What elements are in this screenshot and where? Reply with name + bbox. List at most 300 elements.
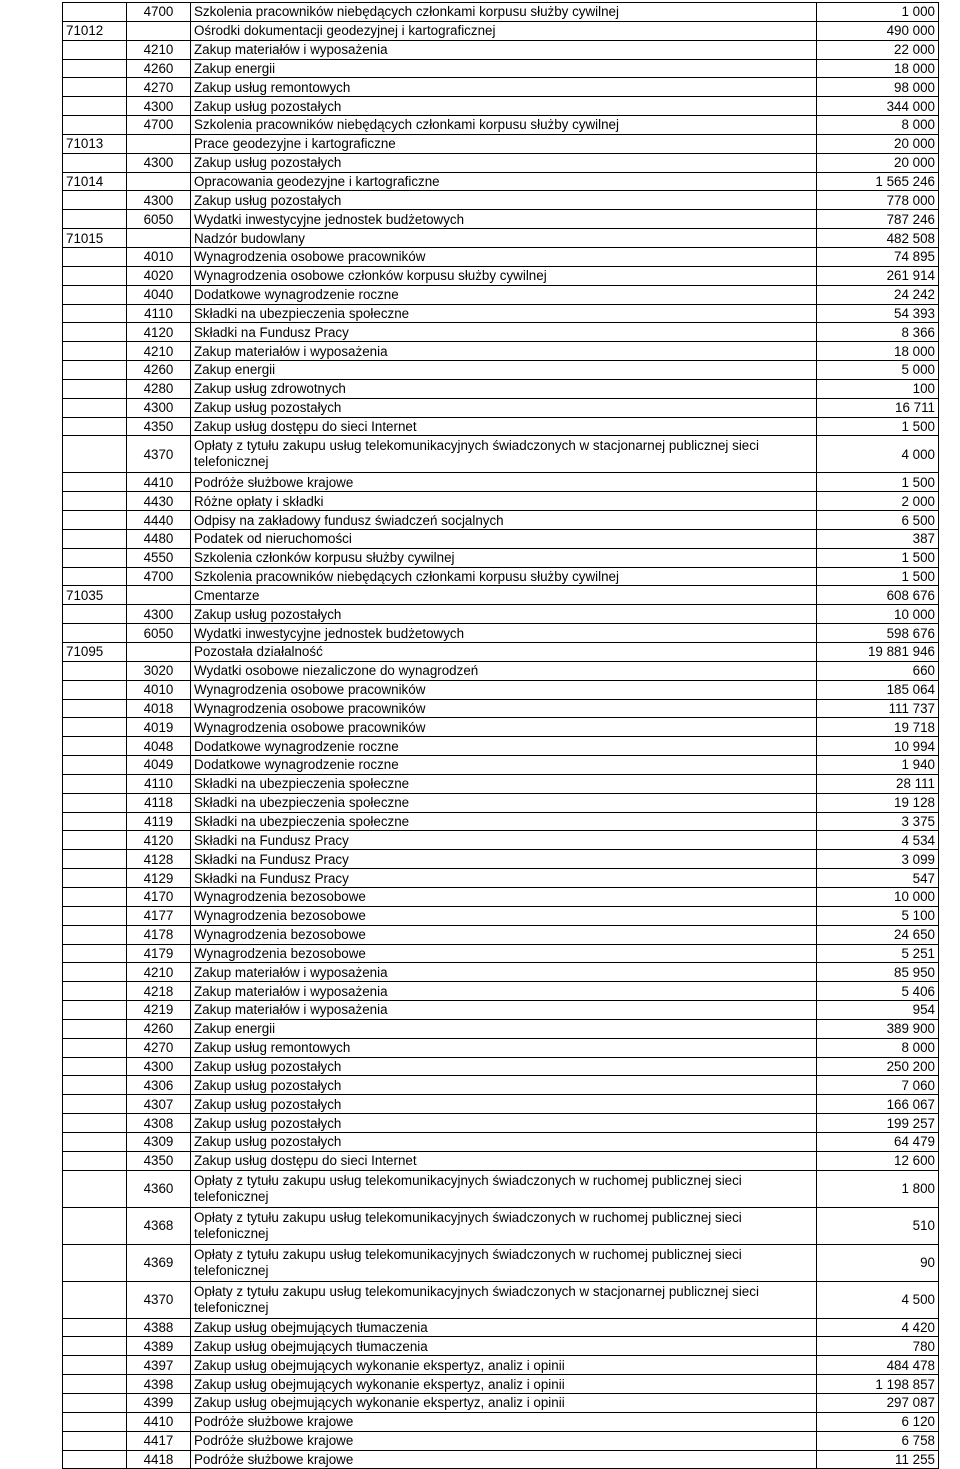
- chapter-code-cell: [63, 3, 127, 22]
- table-row: [63, 643, 939, 662]
- paragraph-code-cell: 4270: [127, 1038, 191, 1057]
- item-name-cell: Zakup usług obejmujących wykonanie ekspertyz, analiz i opinii: [191, 1356, 817, 1375]
- paragraph-code-cell: 4410: [127, 473, 191, 492]
- amount-cell: 608 676: [817, 586, 939, 605]
- chapter-code-cell: [63, 718, 127, 737]
- table-row: [63, 323, 939, 342]
- amount-cell: 28 111: [817, 774, 939, 793]
- item-name-cell: Zakup usług pozostałych: [191, 97, 817, 116]
- budget-table-body: [63, 3, 939, 1469]
- item-name-cell: Dodatkowe wynagrodzenie roczne: [191, 285, 817, 304]
- chapter-code-cell: [63, 398, 127, 417]
- paragraph-code-cell: 4369: [127, 1244, 191, 1281]
- item-name-cell: Szkolenia pracowników niebędących członkami korpusu służby cywilnej: [191, 567, 817, 586]
- amount-cell: 111 737: [817, 699, 939, 718]
- chapter-code-cell: [63, 812, 127, 831]
- item-name-cell: Zakup usług dostępu do sieci Internet: [191, 417, 817, 436]
- table-row: [63, 906, 939, 925]
- amount-cell: 598 676: [817, 624, 939, 643]
- table-row: [63, 1450, 939, 1469]
- paragraph-code-cell: 4110: [127, 304, 191, 323]
- chapter-code-cell: [63, 436, 127, 473]
- table-row: [63, 21, 939, 40]
- chapter-code-cell: 71014: [63, 172, 127, 191]
- paragraph-code-cell: 4129: [127, 869, 191, 888]
- item-name-cell: Zakup energii: [191, 1019, 817, 1038]
- table-row: [63, 680, 939, 699]
- paragraph-code-cell: 4049: [127, 756, 191, 775]
- amount-cell: 166 067: [817, 1095, 939, 1114]
- item-name-cell: Odpisy na zakładowy fundusz świadczeń socjalnych: [191, 511, 817, 530]
- table-row: [63, 887, 939, 906]
- table-row: [63, 436, 939, 473]
- amount-cell: 1 500: [817, 567, 939, 586]
- table-row: [63, 567, 939, 586]
- item-name-cell: Zakup usług zdrowotnych: [191, 379, 817, 398]
- paragraph-code-cell: 4210: [127, 40, 191, 59]
- paragraph-code-cell: 4389: [127, 1337, 191, 1356]
- item-name-cell: Wynagrodzenia bezosobowe: [191, 944, 817, 963]
- item-name-cell: Podróże służbowe krajowe: [191, 1412, 817, 1431]
- item-name-cell: Wydatki inwestycyjne jednostek budżetowych: [191, 624, 817, 643]
- item-name-cell: Zakup usług obejmujących wykonanie ekspertyz, analiz i opinii: [191, 1394, 817, 1413]
- paragraph-code-cell: 4399: [127, 1394, 191, 1413]
- item-name-cell: Zakup materiałów i wyposażenia: [191, 963, 817, 982]
- paragraph-code-cell: 4020: [127, 266, 191, 285]
- amount-cell: 1 500: [817, 473, 939, 492]
- table-row: [63, 1095, 939, 1114]
- amount-cell: 19 881 946: [817, 643, 939, 662]
- paragraph-code-cell: 4410: [127, 1412, 191, 1431]
- amount-cell: 100: [817, 379, 939, 398]
- item-name-cell: Zakup usług pozostałych: [191, 153, 817, 172]
- amount-cell: 6 120: [817, 1412, 939, 1431]
- amount-cell: 7 060: [817, 1076, 939, 1095]
- table-row: [63, 116, 939, 135]
- amount-cell: 778 000: [817, 191, 939, 210]
- paragraph-code-cell: 4210: [127, 963, 191, 982]
- paragraph-code-cell: 4019: [127, 718, 191, 737]
- item-name-cell: Wynagrodzenia bezosobowe: [191, 906, 817, 925]
- chapter-code-cell: [63, 699, 127, 718]
- item-name-cell: Prace geodezyjne i kartograficzne: [191, 134, 817, 153]
- item-name-cell: Zakup usług pozostałych: [191, 1095, 817, 1114]
- amount-cell: 8 000: [817, 116, 939, 135]
- amount-cell: 11 255: [817, 1450, 939, 1469]
- table-row: [63, 944, 939, 963]
- table-row: [63, 59, 939, 78]
- item-name-cell: Składki na Fundusz Pracy: [191, 869, 817, 888]
- table-row: [63, 1281, 939, 1318]
- item-name-cell: Składki na ubezpieczenia społeczne: [191, 793, 817, 812]
- table-row: [63, 850, 939, 869]
- amount-cell: 1 940: [817, 756, 939, 775]
- item-name-cell: Wynagrodzenia bezosobowe: [191, 887, 817, 906]
- chapter-code-cell: [63, 925, 127, 944]
- chapter-code-cell: [63, 1337, 127, 1356]
- chapter-code-cell: [63, 1114, 127, 1133]
- item-name-cell: Wynagrodzenia osobowe pracowników: [191, 699, 817, 718]
- amount-cell: 3 375: [817, 812, 939, 831]
- chapter-code-cell: [63, 59, 127, 78]
- table-row: [63, 134, 939, 153]
- chapter-code-cell: [63, 97, 127, 116]
- paragraph-code-cell: 4388: [127, 1318, 191, 1337]
- table-row: [63, 191, 939, 210]
- amount-cell: 482 508: [817, 229, 939, 248]
- item-name-cell: Podróże służbowe krajowe: [191, 1431, 817, 1450]
- chapter-code-cell: [63, 247, 127, 266]
- chapter-code-cell: [63, 78, 127, 97]
- paragraph-code-cell: 4128: [127, 850, 191, 869]
- table-row: [63, 774, 939, 793]
- item-name-cell: Zakup usług pozostałych: [191, 1114, 817, 1133]
- table-row: [63, 605, 939, 624]
- paragraph-code-cell: 4309: [127, 1132, 191, 1151]
- paragraph-code-cell: 4260: [127, 361, 191, 380]
- chapter-code-cell: [63, 361, 127, 380]
- table-row: [63, 1114, 939, 1133]
- amount-cell: 1 800: [817, 1170, 939, 1207]
- amount-cell: 20 000: [817, 153, 939, 172]
- paragraph-code-cell: 4040: [127, 285, 191, 304]
- item-name-cell: Opłaty z tytułu zakupu usług telekomunikacyjnych świadczonych w ruchomej publicznej sieci telefonicznej: [191, 1207, 817, 1244]
- paragraph-code-cell: 4300: [127, 153, 191, 172]
- table-row: [63, 1001, 939, 1020]
- amount-cell: 1 500: [817, 548, 939, 567]
- amount-cell: 4 000: [817, 436, 939, 473]
- paragraph-code-cell: [127, 172, 191, 191]
- budget-table: [62, 2, 939, 1469]
- paragraph-code-cell: 4170: [127, 887, 191, 906]
- chapter-code-cell: [63, 1356, 127, 1375]
- paragraph-code-cell: 4370: [127, 436, 191, 473]
- item-name-cell: Zakup materiałów i wyposażenia: [191, 342, 817, 361]
- item-name-cell: Różne opłaty i składki: [191, 492, 817, 511]
- chapter-code-cell: [63, 548, 127, 567]
- item-name-cell: Zakup usług remontowych: [191, 78, 817, 97]
- item-name-cell: Pozostała działalność: [191, 643, 817, 662]
- amount-cell: 387: [817, 529, 939, 548]
- item-name-cell: Zakup usług dostępu do sieci Internet: [191, 1151, 817, 1170]
- table-row: [63, 831, 939, 850]
- amount-cell: 389 900: [817, 1019, 939, 1038]
- paragraph-code-cell: 4300: [127, 398, 191, 417]
- table-row: [63, 812, 939, 831]
- amount-cell: 954: [817, 1001, 939, 1020]
- chapter-code-cell: [63, 1095, 127, 1114]
- table-row: [63, 285, 939, 304]
- chapter-code-cell: [63, 304, 127, 323]
- item-name-cell: Składki na Fundusz Pracy: [191, 850, 817, 869]
- chapter-code-cell: [63, 1375, 127, 1394]
- paragraph-code-cell: 4360: [127, 1170, 191, 1207]
- amount-cell: 780: [817, 1337, 939, 1356]
- paragraph-code-cell: 4700: [127, 567, 191, 586]
- paragraph-code-cell: [127, 134, 191, 153]
- paragraph-code-cell: [127, 586, 191, 605]
- amount-cell: 5 406: [817, 982, 939, 1001]
- chapter-code-cell: [63, 153, 127, 172]
- item-name-cell: Cmentarze: [191, 586, 817, 605]
- chapter-code-cell: [63, 831, 127, 850]
- item-name-cell: Opłaty z tytułu zakupu usług telekomunikacyjnych świadczonych w stacjonarnej publicznej sieci telefonicznej: [191, 1281, 817, 1318]
- paragraph-code-cell: 4306: [127, 1076, 191, 1095]
- chapter-code-cell: [63, 492, 127, 511]
- amount-cell: 1 198 857: [817, 1375, 939, 1394]
- chapter-code-cell: [63, 473, 127, 492]
- item-name-cell: Zakup usług pozostałych: [191, 1057, 817, 1076]
- amount-cell: 250 200: [817, 1057, 939, 1076]
- chapter-code-cell: [63, 1019, 127, 1038]
- item-name-cell: Opłaty z tytułu zakupu usług telekomunikacyjnych świadczonych w stacjonarnej publicznej sieci telefonicznej: [191, 436, 817, 473]
- chapter-code-cell: [63, 529, 127, 548]
- amount-cell: 74 895: [817, 247, 939, 266]
- chapter-code-cell: [63, 266, 127, 285]
- table-row: [63, 97, 939, 116]
- table-row: [63, 1170, 939, 1207]
- table-row: [63, 699, 939, 718]
- item-name-cell: Zakup usług obejmujących wykonanie ekspertyz, analiz i opinii: [191, 1375, 817, 1394]
- amount-cell: 1 000: [817, 3, 939, 22]
- chapter-code-cell: [63, 944, 127, 963]
- table-row: [63, 361, 939, 380]
- table-row: [63, 492, 939, 511]
- amount-cell: 787 246: [817, 210, 939, 229]
- paragraph-code-cell: 4700: [127, 116, 191, 135]
- chapter-code-cell: 71013: [63, 134, 127, 153]
- item-name-cell: Opłaty z tytułu zakupu usług telekomunikacyjnych świadczonych w ruchomej publicznej sieci telefonicznej: [191, 1170, 817, 1207]
- amount-cell: 22 000: [817, 40, 939, 59]
- item-name-cell: Zakup materiałów i wyposażenia: [191, 40, 817, 59]
- table-row: [63, 266, 939, 285]
- chapter-code-cell: [63, 1151, 127, 1170]
- paragraph-code-cell: 6050: [127, 624, 191, 643]
- amount-cell: 547: [817, 869, 939, 888]
- amount-cell: 4 534: [817, 831, 939, 850]
- chapter-code-cell: 71035: [63, 586, 127, 605]
- table-row: [63, 548, 939, 567]
- paragraph-code-cell: 3020: [127, 661, 191, 680]
- item-name-cell: Podróże służbowe krajowe: [191, 1450, 817, 1469]
- item-name-cell: Szkolenia pracowników niebędących członkami korpusu służby cywilnej: [191, 3, 817, 22]
- chapter-code-cell: [63, 1244, 127, 1281]
- table-row: [63, 210, 939, 229]
- paragraph-code-cell: 4010: [127, 247, 191, 266]
- amount-cell: 20 000: [817, 134, 939, 153]
- chapter-code-cell: [63, 1001, 127, 1020]
- paragraph-code-cell: 4179: [127, 944, 191, 963]
- item-name-cell: Wydatki osobowe niezaliczone do wynagrodzeń: [191, 661, 817, 680]
- chapter-code-cell: [63, 982, 127, 1001]
- amount-cell: 64 479: [817, 1132, 939, 1151]
- paragraph-code-cell: 4119: [127, 812, 191, 831]
- chapter-code-cell: [63, 417, 127, 436]
- chapter-code-cell: [63, 342, 127, 361]
- table-row: [63, 1337, 939, 1356]
- item-name-cell: Wynagrodzenia bezosobowe: [191, 925, 817, 944]
- item-name-cell: Zakup usług pozostałych: [191, 191, 817, 210]
- table-row: [63, 1318, 939, 1337]
- chapter-code-cell: [63, 869, 127, 888]
- chapter-code-cell: [63, 285, 127, 304]
- item-name-cell: Zakup materiałów i wyposażenia: [191, 1001, 817, 1020]
- item-name-cell: Opracowania geodezyjne i kartograficzne: [191, 172, 817, 191]
- paragraph-code-cell: 4270: [127, 78, 191, 97]
- chapter-code-cell: [63, 1431, 127, 1450]
- amount-cell: 19 718: [817, 718, 939, 737]
- table-row: [63, 511, 939, 530]
- chapter-code-cell: [63, 40, 127, 59]
- paragraph-code-cell: 4307: [127, 1095, 191, 1114]
- paragraph-code-cell: [127, 229, 191, 248]
- paragraph-code-cell: 4018: [127, 699, 191, 718]
- amount-cell: 24 242: [817, 285, 939, 304]
- chapter-code-cell: [63, 737, 127, 756]
- amount-cell: 16 711: [817, 398, 939, 417]
- amount-cell: 199 257: [817, 1114, 939, 1133]
- paragraph-code-cell: 4118: [127, 793, 191, 812]
- table-row: [63, 342, 939, 361]
- item-name-cell: Zakup usług obejmujących tłumaczenia: [191, 1318, 817, 1337]
- paragraph-code-cell: 4219: [127, 1001, 191, 1020]
- amount-cell: 484 478: [817, 1356, 939, 1375]
- table-row: [63, 153, 939, 172]
- chapter-code-cell: [63, 1412, 127, 1431]
- chapter-code-cell: [63, 1170, 127, 1207]
- amount-cell: 261 914: [817, 266, 939, 285]
- paragraph-code-cell: 4350: [127, 417, 191, 436]
- item-name-cell: Zakup usług pozostałych: [191, 398, 817, 417]
- table-row: [63, 1356, 939, 1375]
- paragraph-code-cell: 4260: [127, 1019, 191, 1038]
- table-row: [63, 661, 939, 680]
- table-row: [63, 1076, 939, 1095]
- paragraph-code-cell: 4048: [127, 737, 191, 756]
- table-row: [63, 40, 939, 59]
- amount-cell: 5 000: [817, 361, 939, 380]
- amount-cell: 10 000: [817, 605, 939, 624]
- chapter-code-cell: [63, 323, 127, 342]
- chapter-code-cell: [63, 1076, 127, 1095]
- table-row: [63, 529, 939, 548]
- paragraph-code-cell: 4430: [127, 492, 191, 511]
- table-row: [63, 229, 939, 248]
- chapter-code-cell: [63, 1038, 127, 1057]
- paragraph-code-cell: 4260: [127, 59, 191, 78]
- item-name-cell: Składki na ubezpieczenia społeczne: [191, 812, 817, 831]
- table-row: [63, 417, 939, 436]
- chapter-code-cell: [63, 511, 127, 530]
- paragraph-code-cell: 4178: [127, 925, 191, 944]
- item-name-cell: Zakup usług pozostałych: [191, 1132, 817, 1151]
- item-name-cell: Zakup usług obejmujących tłumaczenia: [191, 1337, 817, 1356]
- chapter-code-cell: [63, 567, 127, 586]
- item-name-cell: Zakup energii: [191, 361, 817, 380]
- item-name-cell: Nadzór budowlany: [191, 229, 817, 248]
- chapter-code-cell: [63, 906, 127, 925]
- paragraph-code-cell: 4010: [127, 680, 191, 699]
- amount-cell: 85 950: [817, 963, 939, 982]
- chapter-code-cell: [63, 1394, 127, 1413]
- paragraph-code-cell: 4397: [127, 1356, 191, 1375]
- amount-cell: 90: [817, 1244, 939, 1281]
- item-name-cell: Wynagrodzenia osobowe pracowników: [191, 247, 817, 266]
- chapter-code-cell: [63, 793, 127, 812]
- table-row: [63, 172, 939, 191]
- chapter-code-cell: [63, 1450, 127, 1469]
- item-name-cell: Wynagrodzenia osobowe pracowników: [191, 718, 817, 737]
- amount-cell: 297 087: [817, 1394, 939, 1413]
- paragraph-code-cell: 4550: [127, 548, 191, 567]
- chapter-code-cell: [63, 1318, 127, 1337]
- table-row: [63, 718, 939, 737]
- item-name-cell: Składki na ubezpieczenia społeczne: [191, 304, 817, 323]
- table-row: [63, 963, 939, 982]
- table-row: [63, 586, 939, 605]
- table-row: [63, 624, 939, 643]
- item-name-cell: Składki na Fundusz Pracy: [191, 323, 817, 342]
- table-row: [63, 1431, 939, 1450]
- amount-cell: 660: [817, 661, 939, 680]
- paragraph-code-cell: 4300: [127, 605, 191, 624]
- table-row: [63, 379, 939, 398]
- amount-cell: 54 393: [817, 304, 939, 323]
- amount-cell: 10 000: [817, 887, 939, 906]
- amount-cell: 185 064: [817, 680, 939, 699]
- amount-cell: 3 099: [817, 850, 939, 869]
- paragraph-code-cell: 4480: [127, 529, 191, 548]
- paragraph-code-cell: 4440: [127, 511, 191, 530]
- amount-cell: 12 600: [817, 1151, 939, 1170]
- table-row: [63, 473, 939, 492]
- table-row: [63, 982, 939, 1001]
- paragraph-code-cell: 4300: [127, 1057, 191, 1076]
- table-row: [63, 1019, 939, 1038]
- table-row: [63, 1132, 939, 1151]
- paragraph-code-cell: 4308: [127, 1114, 191, 1133]
- item-name-cell: Szkolenia członków korpusu służby cywilnej: [191, 548, 817, 567]
- table-row: [63, 756, 939, 775]
- amount-cell: 510: [817, 1207, 939, 1244]
- paragraph-code-cell: 4370: [127, 1281, 191, 1318]
- chapter-code-cell: [63, 379, 127, 398]
- item-name-cell: Zakup energii: [191, 59, 817, 78]
- item-name-cell: Zakup usług remontowych: [191, 1038, 817, 1057]
- paragraph-code-cell: 4210: [127, 342, 191, 361]
- amount-cell: 19 128: [817, 793, 939, 812]
- amount-cell: 5 251: [817, 944, 939, 963]
- chapter-code-cell: [63, 850, 127, 869]
- table-row: [63, 1038, 939, 1057]
- paragraph-code-cell: 4120: [127, 323, 191, 342]
- table-row: [63, 398, 939, 417]
- item-name-cell: Opłaty z tytułu zakupu usług telekomunikacyjnych świadczonych w ruchomej publicznej sieci telefonicznej: [191, 1244, 817, 1281]
- item-name-cell: Podróże służbowe krajowe: [191, 473, 817, 492]
- paragraph-code-cell: 4700: [127, 3, 191, 22]
- item-name-cell: Wydatki inwestycyjne jednostek budżetowych: [191, 210, 817, 229]
- chapter-code-cell: [63, 210, 127, 229]
- chapter-code-cell: [63, 774, 127, 793]
- paragraph-code-cell: 4280: [127, 379, 191, 398]
- amount-cell: 98 000: [817, 78, 939, 97]
- item-name-cell: Zakup usług pozostałych: [191, 1076, 817, 1095]
- amount-cell: 5 100: [817, 906, 939, 925]
- table-row: [63, 1375, 939, 1394]
- item-name-cell: Podatek od nieruchomości: [191, 529, 817, 548]
- table-row: [63, 247, 939, 266]
- amount-cell: 6 758: [817, 1431, 939, 1450]
